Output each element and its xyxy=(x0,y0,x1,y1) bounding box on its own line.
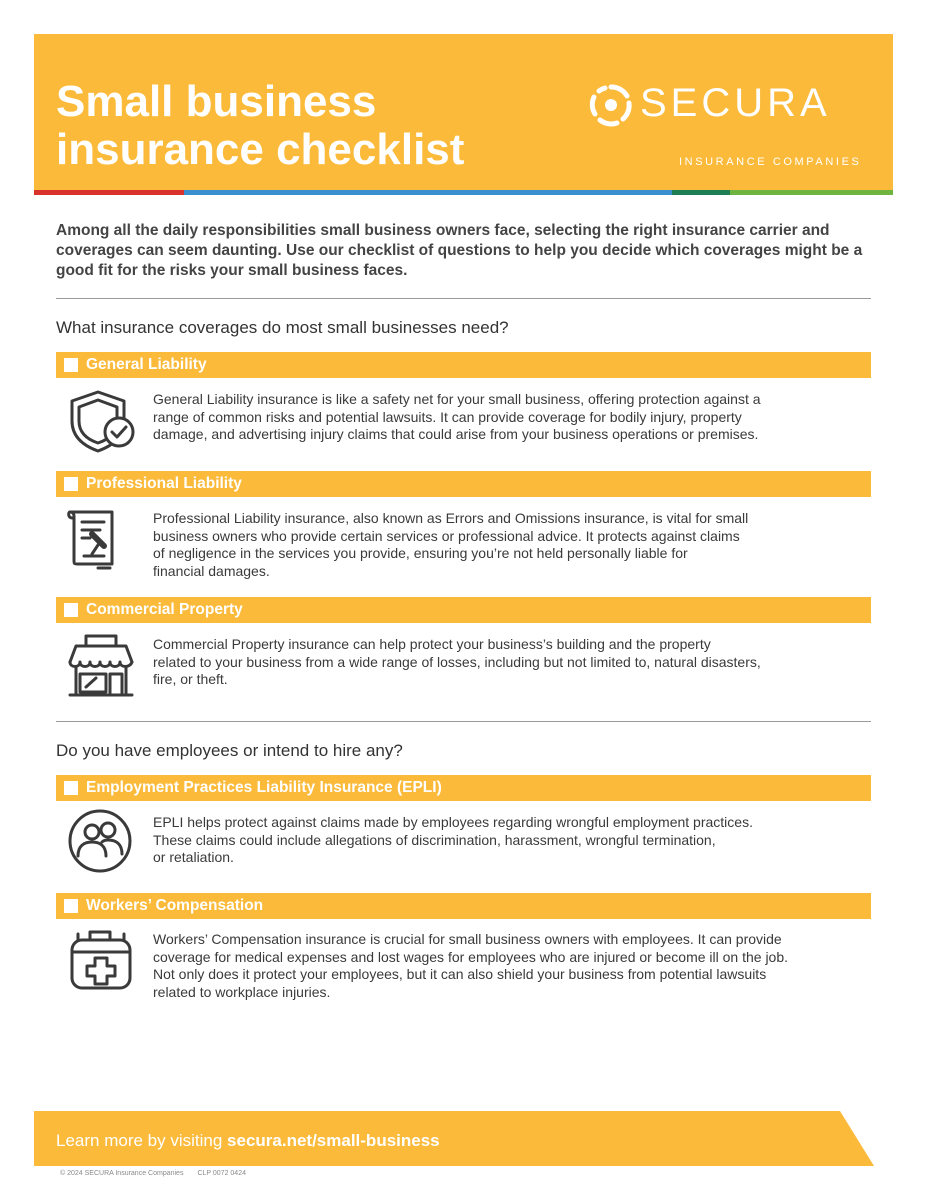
item-label: Commercial Property xyxy=(86,601,243,618)
item-label: Workers’ Compensation xyxy=(86,897,264,914)
item-label: General Liability xyxy=(86,356,207,373)
item-description: Commercial Property insurance can help protect your business’s building and the property related to your business from a wide range of losses, including but not limited to, natural disasters, fire, or theft. xyxy=(153,636,761,687)
item-description: Workers’ Compensation insurance is crucial for small business owners with employees. It can provide coverage for medical expenses and lost wages for employees who are injured or become ill on the job. Not only does it protect your employees, but it can also shield your business from potential lawsuits related to workplace injuries. xyxy=(153,931,789,1000)
item-label: Employment Practices Liability Insurance (EPLI) xyxy=(86,779,442,796)
shield-check-icon xyxy=(66,388,136,454)
item-label: Professional Liability xyxy=(86,475,242,492)
checkbox[interactable] xyxy=(64,358,78,372)
item-description: EPLI helps protect against claims made by employees regarding wrongful employment practices. These claims could include allegations of discrimination, harassment, wrongful termination, or retaliation. xyxy=(153,814,753,865)
storefront-icon xyxy=(66,632,136,698)
section-title-coverages: What insurance coverages do most small businesses need? xyxy=(56,318,509,337)
stripe-red xyxy=(34,190,184,195)
section-title-employees: Do you have employees or intend to hire any? xyxy=(56,741,403,760)
divider xyxy=(56,721,871,722)
brand-subtitle: INSURANCE COMPANIES xyxy=(679,156,862,168)
item-description: General Liability insurance is like a safety net for your small business, offering protection against a range of common risks and potential lawsuits. It can provide coverage for bodily injury, property damage, and advertising injury claims that could arise from your business operations or premises. xyxy=(153,391,761,442)
checklist-item-epli[interactable] xyxy=(56,775,871,801)
secura-logo-mark-icon xyxy=(588,82,634,128)
copyright-line: © 2024 SECURA Insurance Companies CLP 0072 0424 xyxy=(60,1170,246,1177)
footer-banner xyxy=(34,1111,874,1166)
secura-logo xyxy=(588,82,878,172)
page-title: Small business insurance checklist xyxy=(56,77,465,174)
checklist-item-general-liability[interactable] xyxy=(56,352,871,378)
first-aid-kit-icon xyxy=(66,926,136,992)
checkbox[interactable] xyxy=(64,899,78,913)
contract-gavel-icon xyxy=(66,506,136,572)
footer-cta: Learn more by visiting secura.net/small-business xyxy=(56,1131,440,1150)
item-description: Professional Liability insurance, also known as Errors and Omissions insurance, is vital for small business owners who provide certain services or professional advice. It protects against claims of negligence in the services you provide, ensuring you’re not held personally liable for financial damages. xyxy=(153,510,749,579)
stripe-green-dark xyxy=(672,190,730,195)
checklist-item-commercial-property[interactable] xyxy=(56,597,871,623)
footer-link[interactable]: secura.net/small-business xyxy=(227,1131,440,1150)
intro-paragraph: Among all the daily responsibilities small business owners face, selecting the right insurance carrier and coverages can seem daunting. Use our checklist of questions to help you decide which coverages might be a good fit for the risks your small business faces. xyxy=(56,222,863,279)
checklist-item-workers-compensation[interactable] xyxy=(56,893,871,919)
stripe-blue xyxy=(184,190,672,195)
color-stripe xyxy=(34,190,893,195)
checkbox[interactable] xyxy=(64,477,78,491)
brand-name: SECURA xyxy=(640,81,831,125)
divider xyxy=(56,298,871,299)
checklist-item-professional-liability[interactable] xyxy=(56,471,871,497)
checkbox[interactable] xyxy=(64,781,78,795)
employees-icon xyxy=(66,808,136,874)
stripe-green xyxy=(730,190,893,195)
checkbox[interactable] xyxy=(64,603,78,617)
